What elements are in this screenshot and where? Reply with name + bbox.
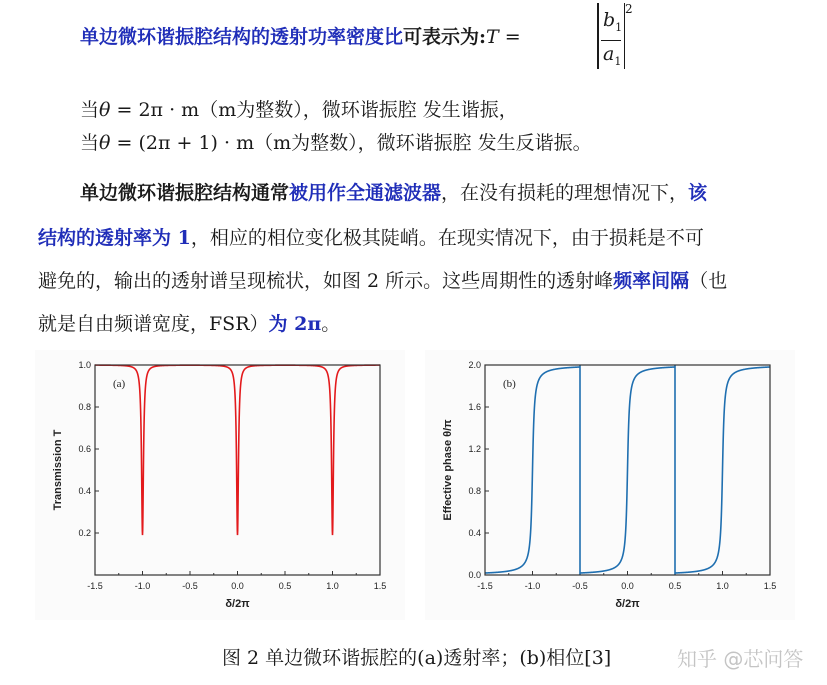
x-axis-label: δ/2π: [615, 598, 640, 610]
x-tick-label: -1.0: [134, 581, 151, 591]
chart-background: [35, 350, 405, 620]
y-tick-label: 1.6: [468, 402, 481, 412]
formula-exponent: 2: [625, 2, 633, 16]
formula-lhs: T: [486, 26, 499, 48]
x-tick-label: 0.5: [278, 581, 292, 591]
x-tick-label: 0.5: [668, 581, 682, 591]
watermark: 知乎 @芯问答: [677, 647, 804, 671]
x-tick-label: -1.5: [87, 581, 103, 591]
x-tick-label: -1.5: [477, 581, 493, 591]
chart-phase: [425, 350, 795, 620]
y-tick-label: 2.0: [468, 360, 481, 370]
y-tick-label: 0.0: [468, 570, 481, 580]
fraction-abs: [597, 3, 625, 69]
chart-transmission: [35, 350, 405, 620]
formula-eq: =: [504, 26, 521, 48]
x-tick-label: 0.0: [231, 581, 244, 591]
x-tick-label: -0.5: [572, 581, 588, 591]
paragraph-line-1: 单边微环谐振腔结构通常被用作全通滤波器，在没有损耗的理想情况下，该: [80, 182, 708, 204]
paragraph-line-2: 结构的透射率为 1，相应的相位变化极其陡峭。在现实情况下，由于损耗是不可: [38, 227, 704, 249]
formula-line: [80, 22, 521, 49]
figure-caption: 图 2 单边微环谐振腔的(a)透射率；(b)相位[3]: [222, 647, 612, 669]
panel-label: (b): [503, 378, 516, 390]
fraction-numerator: $b_1$: [603, 9, 623, 34]
paragraph-line-3: 避免的，输出的透射谱呈现梳状，如图 2 所示。这些周期性的透射峰频率间隔（也: [38, 270, 728, 292]
x-tick-label: 1.5: [763, 581, 777, 591]
y-tick-label: 1.2: [468, 444, 481, 454]
y-tick-label: 0.4: [78, 486, 91, 496]
y-axis-label: Effective phase θ/π: [442, 419, 454, 521]
y-axis-label: Transmission T: [52, 429, 64, 511]
panel-label: (a): [113, 378, 126, 390]
y-tick-label: 0.8: [468, 486, 481, 496]
formula-label-black: 可表示为:: [403, 26, 487, 48]
x-tick-label: -1.0: [524, 581, 541, 591]
formula-label-blue: 单边微环谐振腔结构的透射功率密度比: [80, 26, 404, 48]
y-tick-label: 0.6: [78, 444, 91, 454]
paragraph-line-4: 就是自由频谱宽度，FSR）为 2π。: [38, 313, 341, 335]
x-tick-label: 1.0: [716, 581, 729, 591]
y-tick-label: 0.2: [78, 528, 91, 538]
y-tick-label: 1.0: [78, 360, 91, 370]
x-tick-label: 1.0: [326, 581, 339, 591]
resonance-line-1: 当θ = 2π · m（m为整数），微环谐振腔 发生谐振，: [80, 99, 518, 121]
resonance-line-2: 当θ = (2π + 1) · m（m为整数），微环谐振腔 发生反谐振。: [80, 132, 592, 154]
y-tick-label: 0.8: [78, 402, 91, 412]
x-tick-label: 0.0: [621, 581, 634, 591]
x-tick-label: 1.5: [373, 581, 387, 591]
x-tick-label: -0.5: [182, 581, 198, 591]
fraction-denominator: $a_1$: [603, 43, 622, 68]
x-axis-label: δ/2π: [225, 598, 250, 610]
y-tick-label: 0.4: [468, 528, 481, 538]
